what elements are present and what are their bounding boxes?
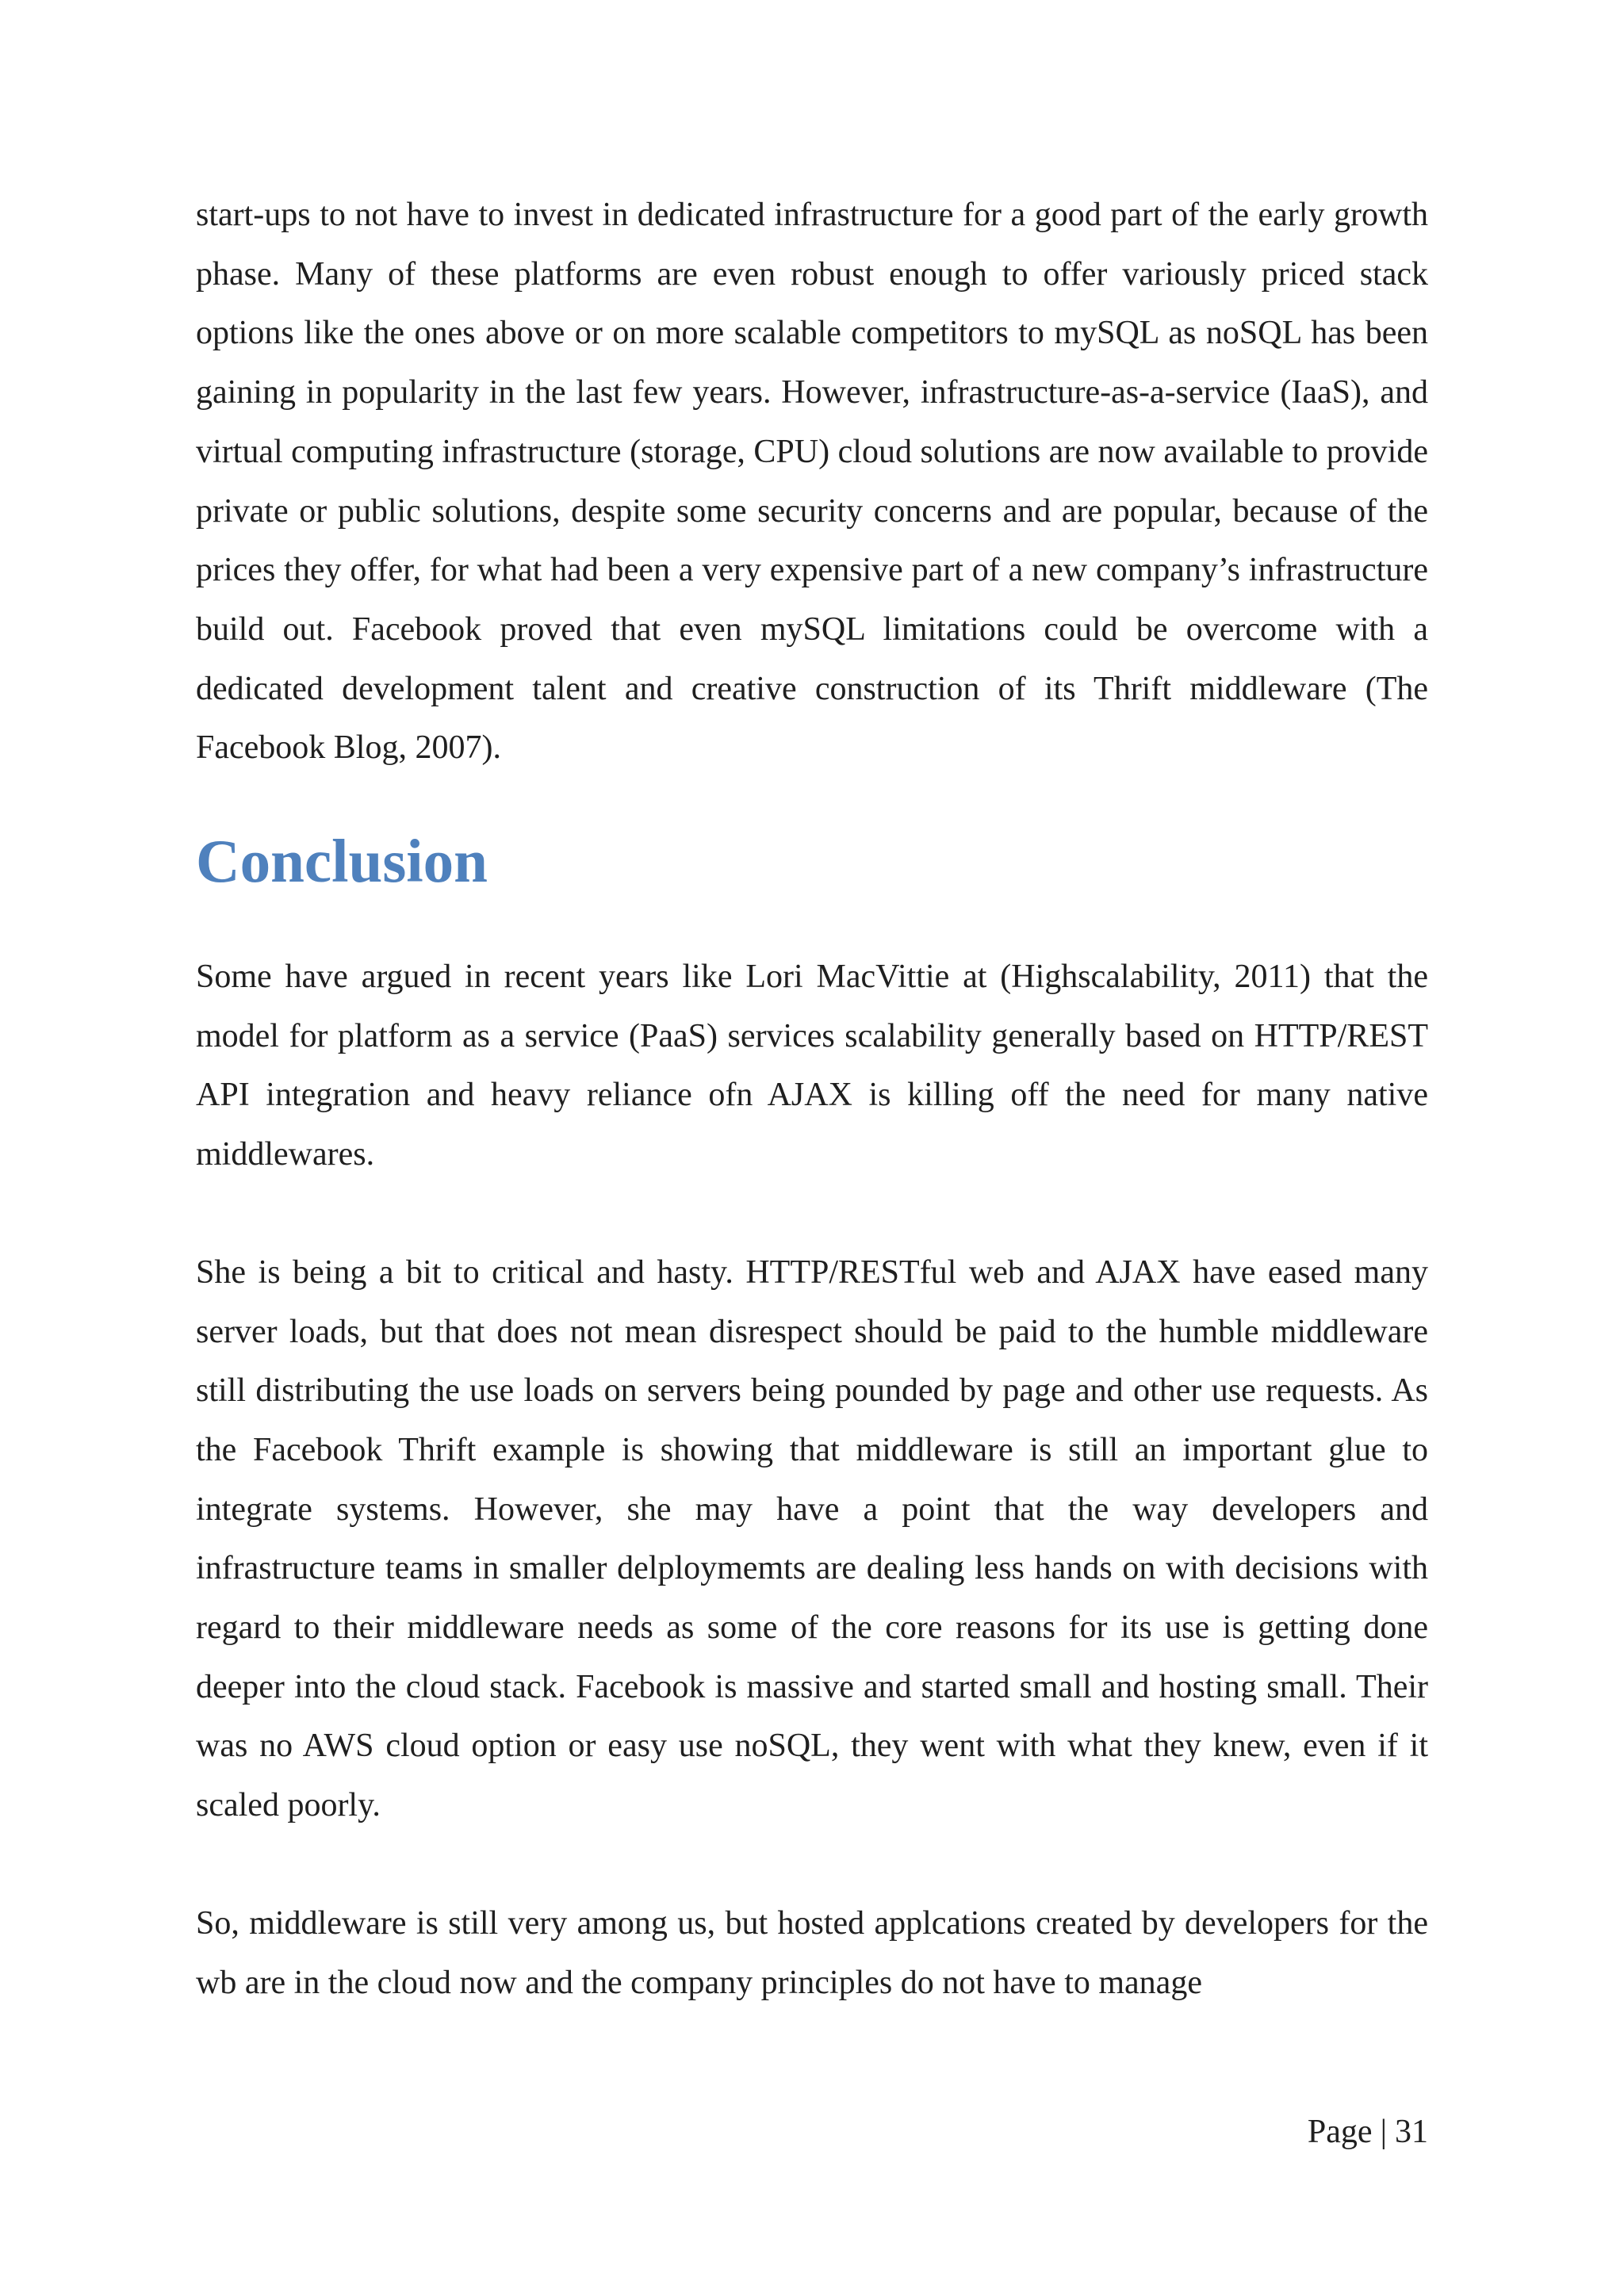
page-number: 31	[1395, 2114, 1428, 2150]
body-paragraph-2: Some have argued in recent years like Lori MacVittie at (Highscalability, 2011) that the model for platform as a service (PaaS) services scalability generally based on HTTP/REST API integration and heavy reliance ofn AJAX is killing off the need for many native middlewares.	[196, 959, 1428, 1173]
body-paragraph-1: start-ups to not have to invest in dedicated infrastructure for a good part of the early growth phase. Many of these platforms are even robust enough to offer variously priced stack options like the ones above or on more scalable competitors to mySQL as noSQL has been gaining in popularity in the last few years. However, infrastructure-as-a-service (IaaS), and virtual computing infrastructure (storage, CPU) cloud solutions are now available to provide private or public solutions, despite some security concerns and are popular, because of the prices they offer, for what had been a very expensive part of a new company’s infrastructure build out. Facebook proved that even mySQL limitations could be overcome with a dedicated development talent and creative construction of its Thrift middleware (The Facebook Blog, 2007).	[196, 197, 1428, 767]
body-paragraph-3: She is being a bit to critical and hasty. HTTP/RESTful web and AJAX have eased many server loads, but that does not mean disrespect should be paid to the humble middleware still distributing the use loads on servers being pounded by page and other use requests. As the Facebook Thrift example is showing that middleware is still an important glue to integrate systems. However, she may have a point that the way developers and infrastructure teams in smaller delploymemts are dealing less hands on with decisions with regard to their middleware needs as some of the core reasons for its use is getting done deeper into the cloud stack. Facebook is massive and started small and hosting small. Their was no AWS cloud option or easy use noSQL, they went with what they knew, even if it scaled poorly.	[196, 1253, 1428, 1824]
page-label: Page	[1307, 2114, 1373, 2150]
body-paragraph-4: So, middleware is still very among us, but hosted applcations created by developers for the wb are in the cloud now and the company principles do not have to manage	[196, 1904, 1428, 2001]
section-heading: Conclusion	[196, 827, 488, 896]
page-footer	[1308, 2113, 1428, 2151]
page-separator: |	[1380, 2114, 1387, 2150]
page-body	[196, 186, 1428, 2012]
